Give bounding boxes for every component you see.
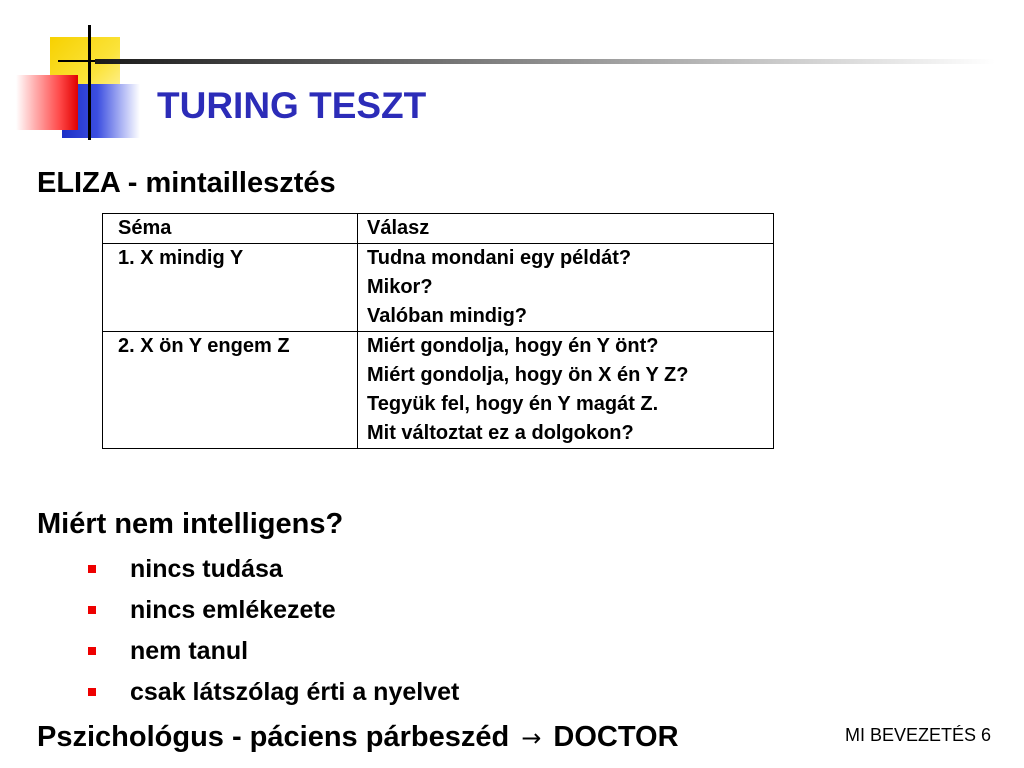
response-line: Miért gondolja, hogy ön X én Y Z? bbox=[367, 364, 689, 386]
table-cell-pattern: 2. X ön Y engem Z bbox=[103, 332, 358, 449]
table-header-row bbox=[103, 214, 774, 244]
response-line: Valóban mindig? bbox=[367, 305, 528, 327]
table-header-response: Válasz bbox=[358, 214, 774, 244]
response-line: Mit változtat ez a dolgokon? bbox=[367, 422, 634, 444]
doctor-line-prefix: Pszichológus - páciens párbeszéd bbox=[37, 721, 510, 753]
response-line: Tegyük fel, hogy én Y magát Z. bbox=[367, 393, 659, 415]
response-line: Miért gondolja, hogy én Y önt? bbox=[367, 335, 659, 357]
slide-title: TURING TESZT bbox=[157, 85, 427, 126]
bullet-square-icon bbox=[88, 606, 96, 614]
list-item-text: nincs emlékezete bbox=[130, 596, 336, 624]
right-arrow-icon: → bbox=[521, 724, 542, 752]
table-row bbox=[103, 244, 774, 332]
doctor-line-suffix: DOCTOR bbox=[553, 721, 679, 753]
list-item-text: nem tanul bbox=[130, 637, 249, 665]
pattern-table bbox=[102, 213, 774, 449]
table-cell-pattern: 1. X mindig Y bbox=[103, 244, 358, 332]
table-cell-responses bbox=[358, 244, 774, 332]
response-line: Tudna mondani egy példát? bbox=[367, 247, 632, 269]
bullet-square-icon bbox=[88, 565, 96, 573]
bullet-square-icon bbox=[88, 647, 96, 655]
slide-footer: MI BEVEZETÉS 6 bbox=[844, 725, 991, 745]
list-item-text: nincs tudása bbox=[130, 555, 283, 583]
list-item-text: csak látszólag érti a nyelvet bbox=[130, 678, 460, 706]
title-rule bbox=[95, 59, 995, 64]
logo-red-square bbox=[16, 75, 78, 130]
table-row bbox=[103, 332, 774, 449]
section-heading-doctor bbox=[37, 720, 679, 755]
bullet-square-icon bbox=[88, 688, 96, 696]
table-header-pattern: Séma bbox=[103, 214, 358, 244]
section-heading-eliza: ELIZA - mintaillesztés bbox=[37, 167, 336, 199]
table-cell-responses bbox=[358, 332, 774, 449]
response-line: Mikor? bbox=[367, 276, 433, 298]
section-heading-why: Miért nem intelligens? bbox=[37, 508, 344, 540]
logo-vertical-line bbox=[88, 25, 91, 140]
slide-logo bbox=[0, 0, 150, 150]
